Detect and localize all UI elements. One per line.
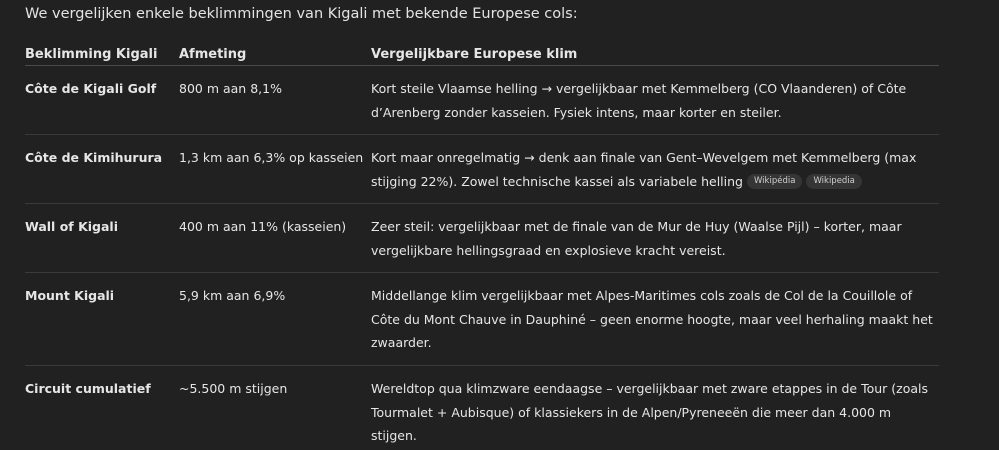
header-comparison: Vergelijkbare Europese klim xyxy=(371,47,578,62)
table-row xyxy=(25,273,939,366)
row-comparison-cell xyxy=(371,135,939,203)
table-row xyxy=(25,366,939,443)
row-comparison: Wereldtop qua klimzware eendaagse – vergelijkbaar met zware etappes in de Tour (zoals Tourmalet + Aubisque) of klassiekers in de Alpen/Pyreneeën die meer dan 4.000 m stijgen. xyxy=(371,381,929,443)
row-climb: Wall of Kigali xyxy=(25,219,118,234)
row-size: 800 m aan 8,1% xyxy=(179,81,282,96)
row-comparison: Middellange klim vergelijkbaar met Alpes-Maritimes cols zoals de Col de la Couillole of Côte du Mont Chauve in Dauphiné – geen enorme hoogte, maar veel herhaling maakt het zwaarder. xyxy=(371,288,933,350)
row-climb: Circuit cumulatief xyxy=(25,381,151,396)
table-header-row xyxy=(25,40,939,66)
intro-text: We vergelijken enkele beklimmingen van Kigali met bekende Europese cols: xyxy=(25,6,578,22)
table-row xyxy=(25,66,939,135)
citation-badge[interactable]: Wikipedia xyxy=(806,174,861,189)
comparison-table xyxy=(25,40,939,443)
row-size: ~5.500 m stijgen xyxy=(179,381,288,396)
row-comparison: Zeer steil: vergelijkbaar met de finale van de Mur de Huy (Waalse Pijl) – korter, maar vergelijkbare hellingsgraad en explosieve kracht vereist. xyxy=(371,219,902,258)
row-climb: Côte de Kigali Golf xyxy=(25,81,157,96)
row-climb: Mount Kigali xyxy=(25,288,115,303)
row-climb: Côte de Kimihurura xyxy=(25,150,163,165)
row-comparison: Kort maar onregelmatig → denk aan finale van Gent–Wevelgem met Kemmelberg (max stijging 22%). Zowel technische kassei als variabele helling xyxy=(371,150,917,189)
row-size: 5,9 km aan 6,9% xyxy=(179,288,286,303)
header-climb: Beklimming Kigali xyxy=(25,47,158,62)
table-row xyxy=(25,135,939,204)
row-size: 1,3 km aan 6,3% op kasseien xyxy=(179,150,364,165)
row-comparison: Kort steile Vlaamse helling → vergelijkbaar met Kemmelberg (CO Vlaanderen) of Côte d’Arenberg zonder kasseien. Fysiek intens, maar korter en steiler. xyxy=(371,81,907,120)
citation-badge[interactable]: Wikipédia xyxy=(747,174,802,189)
table-row xyxy=(25,204,939,273)
row-size: 400 m aan 11% (kasseien) xyxy=(179,219,347,234)
header-size: Afmeting xyxy=(179,47,247,62)
